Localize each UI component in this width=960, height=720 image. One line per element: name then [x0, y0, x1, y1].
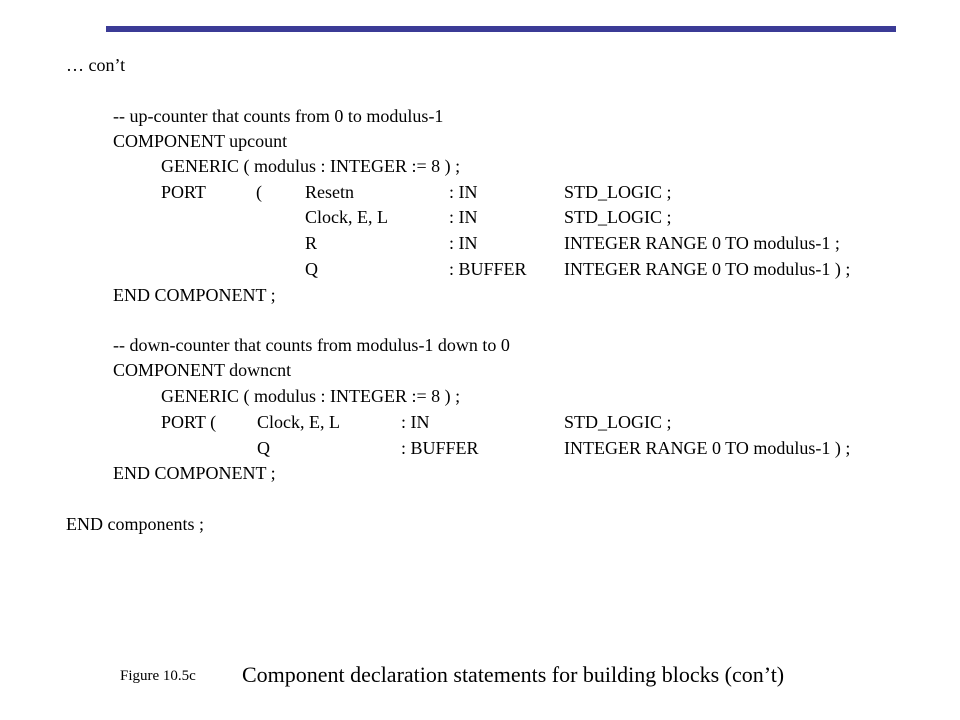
top-accent-bar	[106, 26, 896, 32]
downcnt-port-keyword: PORT (	[161, 412, 217, 432]
downcnt-port-name: Clock, E, L	[257, 412, 340, 432]
upcount-comment: -- up-counter that counts from 0 to modulus-1	[113, 106, 444, 126]
upcount-port-paren: (	[256, 182, 262, 202]
downcnt-comment: -- down-counter that counts from modulus-1 down to 0	[113, 335, 510, 355]
upcount-port-mode: : IN	[449, 182, 478, 202]
upcount-port-name: R	[305, 233, 318, 253]
downcnt-component-line: COMPONENT downcnt	[113, 360, 292, 380]
upcount-generic-line: GENERIC ( modulus : INTEGER := 8 ) ;	[161, 156, 461, 176]
upcount-port-type: STD_LOGIC ;	[564, 182, 672, 202]
continuation-label: … con’t	[66, 55, 126, 75]
upcount-port-keyword: PORT	[161, 182, 206, 202]
downcnt-port-type: INTEGER RANGE 0 TO modulus-1 ) ;	[564, 438, 851, 458]
package-end-line: END components ;	[66, 514, 204, 534]
downcnt-generic-line: GENERIC ( modulus : INTEGER := 8 ) ;	[161, 386, 461, 406]
upcount-port-name: Q	[305, 259, 318, 279]
downcnt-port-mode: : BUFFER	[401, 438, 479, 458]
upcount-port-name: Clock, E, L	[305, 207, 388, 227]
upcount-port-type: INTEGER RANGE 0 TO modulus-1 ) ;	[564, 259, 851, 279]
downcnt-port-type: STD_LOGIC ;	[564, 412, 672, 432]
upcount-port-mode: : BUFFER	[449, 259, 527, 279]
upcount-port-mode: : IN	[449, 207, 478, 227]
upcount-port-mode: : IN	[449, 233, 478, 253]
downcnt-port-name: Q	[257, 438, 270, 458]
upcount-end-line: END COMPONENT ;	[113, 285, 276, 305]
downcnt-port-mode: : IN	[401, 412, 430, 432]
figure-caption: Component declaration statements for building blocks (con’t)	[242, 662, 785, 687]
upcount-port-type: INTEGER RANGE 0 TO modulus-1 ;	[564, 233, 840, 253]
upcount-port-name: Resetn	[305, 182, 354, 202]
downcnt-end-line: END COMPONENT ;	[113, 463, 276, 483]
upcount-component-line: COMPONENT upcount	[113, 131, 288, 151]
figure-label: Figure 10.5c	[120, 668, 196, 684]
upcount-port-type: STD_LOGIC ;	[564, 207, 672, 227]
